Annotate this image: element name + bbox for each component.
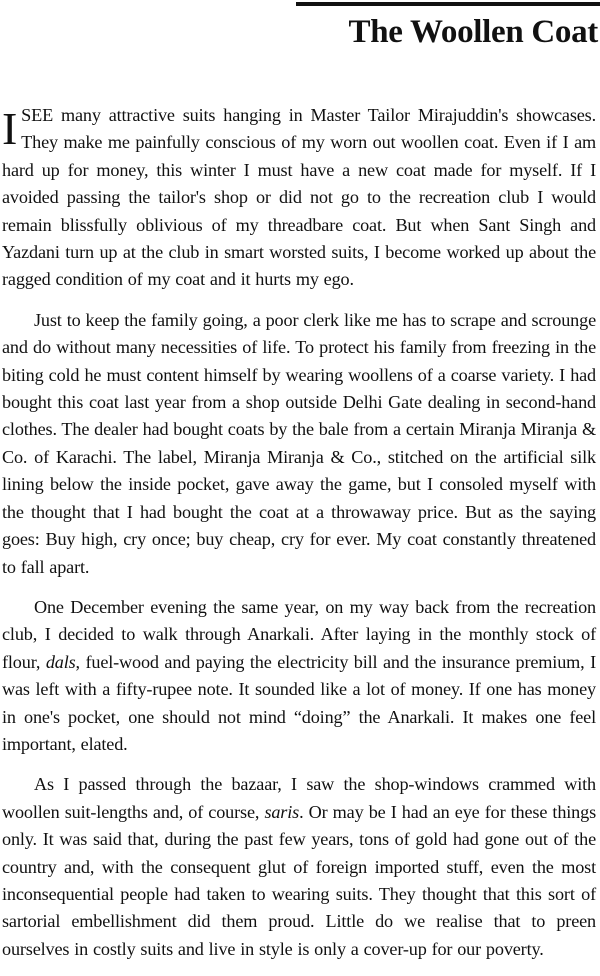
- paragraph-1-text: SEE many attractive suits hanging in Master Tailor Mirajuddin's showcases. They make me painfully conscious of my worn out woollen coat. Even if I am hard up for money, this winter I must have a new coat made for myself. If I avoided passing the tailor's shop or did not go to the recreation club I would remain blissfully oblivious of my threadbare coat. But when Sant Singh and Yazdani turn up at the club in smart worsted suits, I become worked up about the ragged condition of my coat and it hurts my ego.: [2, 105, 596, 290]
- chapter-title: The Woollen Coat: [348, 14, 598, 50]
- paragraph-4-text-a: As I passed through the bazaar, I saw the shop-windows crammed with woollen suit-lengths and, of course,: [2, 774, 596, 822]
- italic-term-dals: dals: [45, 651, 76, 672]
- paragraph-2: Just to keep the family going, a poor clerk like me has to scrape and scrounge and do without many necessities of life. To protect his family from freezing in the biting cold he must content himself by wearing woollens of a coarse variety. I had bought this coat last year from a shop outside Delhi Gate dealing in second-hand clothes. The dealer had bought coats by the bale from a certain Miranja Miranja & Co. of Karachi. The label, Miranja Miranja & Co., stitched on the artificial silk lining below the inside pocket, gave away the game, but I consoled myself with the thought that I had bought the coat at a throwaway price. But as the saying goes: Buy high, cry once; buy cheap, cry for ever. My coat constantly threatened to fall apart.: [2, 309, 596, 577]
- italic-term-saris: saris: [264, 801, 300, 822]
- paragraph-4-text-b: . Or may be I had an eye for these things only. It was said that, during the past few years, tons of gold had gone out of the country and, with the consequent glut of foreign imported stuff, even the most inconsequential people had taken to wearing suits. They thought that this sort of sartorial embellishment did them proud. Little do we realise that to preen ourselves in costly suits and live in style is only a cover-up for our poverty.: [2, 801, 596, 959]
- chapter-body: [2, 102, 596, 976]
- paragraph-4: [2, 771, 596, 963]
- drop-cap: I: [2, 103, 18, 154]
- paragraph-1: [2, 102, 596, 294]
- paragraph-3-text-a: One December evening the same year, on my way back from the recreation club, I decided to walk through Anarkali. After laying in the monthly stock of flour,: [2, 596, 596, 672]
- paragraph-3: [2, 594, 596, 758]
- paragraph-3-text-b: , fuel-wood and paying the electricity bill and the insurance premium, I was left with a fifty-rupee note. It sounded like a lot of money. If one has money in one's pocket, one should not mind “doing” the Anarkali. It makes one feel important, elated.: [2, 651, 596, 754]
- title-rule: [296, 2, 600, 6]
